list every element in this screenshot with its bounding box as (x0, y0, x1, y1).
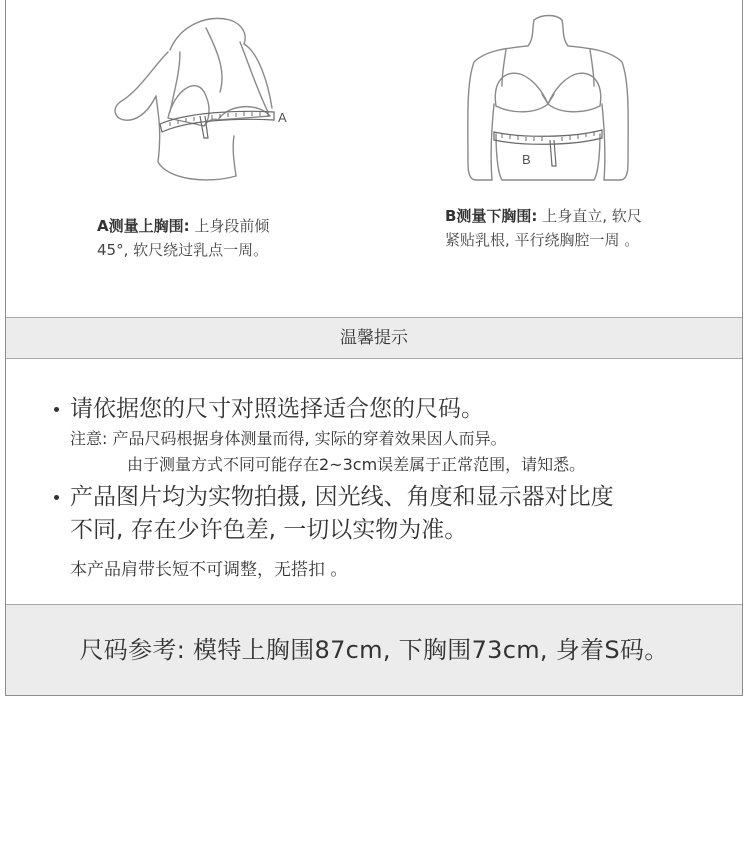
figure-b-line1: 上身直立, 软尺 (542, 207, 642, 225)
figure-a-illustration (108, 12, 308, 192)
tips-heading-bar (6, 317, 742, 359)
figure-a-line1: 上身段前倾 (194, 217, 270, 235)
figure-a-marker: A (278, 110, 287, 125)
tip-item-2-line2: 不同, 存在少许色差, 一切以实物为准。 (70, 517, 468, 543)
tips-heading: 温馨提示 (340, 328, 408, 348)
figure-b-line2: 紧贴乳根, 平行绕胸腔一周 。 (445, 231, 640, 249)
figure-b-marker: B (522, 152, 531, 167)
figure-b-illustration (462, 14, 638, 194)
tip-note-1: 注意: 产品尺码根据身体测量而得, 实际的穿着效果因人而异。 (70, 429, 507, 448)
bullet-dot-2 (54, 495, 59, 500)
size-reference-text: 尺码参考: 模特上胸围87cm, 下胸围73cm, 身着S码。 (79, 636, 669, 664)
tip-note-2: 由于测量方式不同可能存在2~3cm误差属于正常范围，请知悉。 (127, 455, 586, 474)
figure-b-caption (445, 204, 642, 252)
figure-a-title: A测量上胸围: (97, 217, 190, 235)
tip-item-2-line1: 产品图片均为实物拍摄, 因光线、角度和显示器对比度 (70, 484, 614, 510)
size-reference-bar (6, 604, 742, 695)
bullet-dot-1 (54, 407, 59, 412)
tip-item-1: 请依据您的尺寸对照选择适合您的尺码。 (70, 396, 484, 422)
figure-b-title: B测量下胸围: (445, 207, 538, 225)
tip-note-3: 本产品肩带长短不可调整，无搭扣 。 (70, 560, 348, 580)
figure-a-caption (97, 214, 269, 262)
figure-a-line2: 45°, 软尺绕过乳点一周。 (97, 241, 269, 259)
